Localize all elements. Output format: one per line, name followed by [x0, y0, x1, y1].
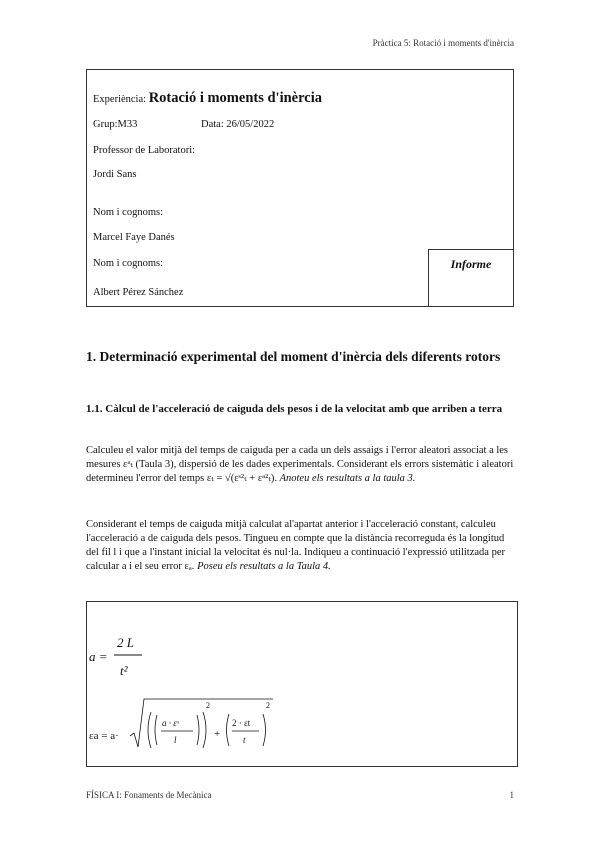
footer-left: FÍSICA I: Fonaments de Mecànica [86, 790, 212, 800]
formula-box [86, 601, 518, 767]
experiencia-title: Rotació i moments d'inèrcia [148, 90, 322, 106]
plus-sign: + [214, 728, 221, 740]
section-1-title: 1. Determinació experimental del moment d'inèrcia dels diferents rotors [86, 349, 501, 364]
professor-name: Jordi Sans [93, 169, 137, 180]
paren-right [197, 712, 206, 748]
formula-err-lhs: εa = a· [89, 730, 119, 742]
paragraph-2 [86, 518, 516, 574]
term1-den: l [174, 735, 177, 745]
info-box [86, 69, 514, 307]
page-number: 1 [509, 790, 514, 800]
paren-left [148, 712, 157, 748]
grup-field: Grup:M33 [93, 119, 138, 130]
name2-label: Nom i cognoms: [93, 258, 163, 269]
experiencia-label: Experiència: [93, 94, 147, 105]
paren-left-2 [227, 714, 230, 746]
section-1-1-title: 1.1. Càlcul de l'acceleració de caiguda dels pesos i de la velocitat amb que arriben a terra [86, 403, 503, 415]
paragraph-1 [86, 444, 516, 486]
formula-a-lhs: a = [89, 649, 108, 664]
professor-label: Professor de Laboratori: [93, 145, 196, 156]
experiencia-row [93, 90, 322, 107]
formula-a-den: t² [120, 663, 128, 678]
term1-num: a · εˢ [162, 718, 179, 728]
paragraph-2-text: Considerant el temps de caiguda mitjà calculat al'apartat anterior i l'acceleració constant, calculeu l'acceleració a de caiguda dels pesos. Tingueu en compte que la distància recorreguda és la longitud del fil l i que a l'instant inicial la velocitat és nul·la. Indiqueu a continuació l'expressió utilitzada per calcular a i el seu error εₐ. [86, 519, 505, 572]
paragraph-1-note: Anoteu els resultats a la taula 3. [279, 473, 416, 484]
sqrt-sign [130, 699, 273, 747]
name1-label: Nom i cognoms: [93, 207, 163, 218]
term2-den: t [243, 735, 246, 745]
running-header: Pràctica 5: Rotació i moments d'inèrcia [372, 38, 514, 48]
exponent-2b: 2 [266, 701, 270, 710]
name1-value: Marcel Faye Danés [93, 232, 175, 243]
formula-svg [87, 602, 517, 766]
paragraph-2-note: Poseu els resultats a la Taula 4. [197, 561, 331, 572]
formula-a-num: 2 L [117, 635, 134, 650]
informe-box: Informe [428, 249, 514, 307]
exponent-2: 2 [206, 701, 210, 710]
paragraph-1-text: Calculeu el valor mitjà del temps de caiguda per a cada un dels assaigs i l'error aleatori associat a les mesures εᵃₜ (Taula 3), dispersió de les dades experimentals. Considerant els errors sistemàtic i aleatori determineu l'error del temps εₜ = √(εˢ²ₜ + εᵃ²ₜ). [86, 445, 514, 484]
name2-value: Albert Pérez Sánchez [93, 287, 184, 298]
date-field: Data: 26/05/2022 [201, 119, 275, 130]
term2-num: 2 · εt [232, 718, 251, 728]
paren-right-2 [263, 714, 266, 746]
